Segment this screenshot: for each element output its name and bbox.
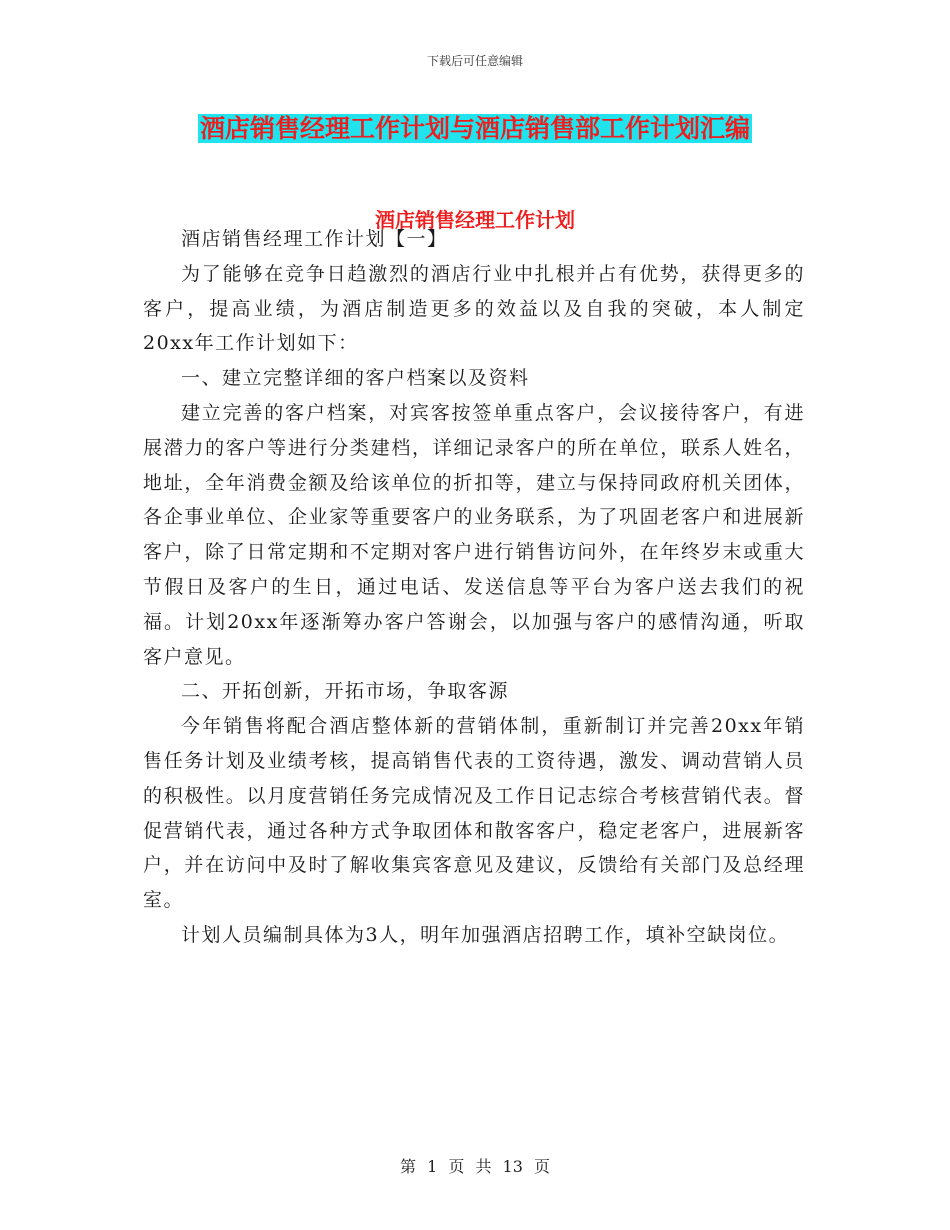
paragraph-marketing: 今年销售将配合酒店整体新的营销体制，重新制订并完善20xx年销售任务计划及业绩考核，提高销售代表的工资待遇，激发、调动营销人员的积极性。以月度营销任务完成情况及工作日记志综合考核营销代表。督促营销代表，通过各种方式争取团体和散客客户，稳定老客户，进展新客户，并在访问中及时了解收集宾客意见及建议，反馈给有关部门及总经理室。 — [143, 715, 805, 912]
document-title-text: 酒店销售经理工作计划与酒店销售部工作计划汇编 — [199, 114, 750, 143]
paragraph-staffing: 计划人员编制具体为3人，明年加强酒店招聘工作，填补空缺岗位。 — [181, 923, 790, 946]
paragraph-intro: 为了能够在竞争日趋激烈的酒店行业中扎根并占有优势，获得更多的客户，提高业绩，为酒店制造更多的效益以及自我的突破，本人制定20xx年工作计划如下： — [143, 262, 805, 355]
page-footer: 第 1 页 共 13 页 — [400, 1157, 550, 1176]
paragraph-heading-1: 一、建立完整详细的客户档案以及资料 — [181, 367, 530, 390]
paragraph-plan-heading: 酒店销售经理工作计划【一】 — [181, 228, 448, 250]
paragraph-heading-2: 二、开拓创新，开拓市场，争取客源 — [181, 680, 510, 703]
document-body — [143, 222, 805, 953]
document-title — [0, 112, 950, 146]
header-note: 下载后可任意编辑 — [426, 54, 523, 68]
paragraph-customer-archive: 建立完善的客户档案，对宾客按签单重点客户，会议接待客户，有进展潜力的客户等进行分类建档，详细记录客户的所在单位，联系人姓名，地址，全年消费金额及给该单位的折扣等，建立与保持同政府机关团体，各企事业单位、企业家等重要客户的业务联系，为了巩固老客户和进展新客户，除了日常定期和不定期对客户进行销售访问外，在年终岁末或重大节假日及客户的生日，通过电话、发送信息等平台为客户送去我们的祝福。计划20xx年逐渐筹办客户答谢会，以加强与客户的感情沟通，听取客户意见。 — [143, 401, 805, 668]
section-title: 酒店销售经理工作计划 — [375, 208, 575, 232]
